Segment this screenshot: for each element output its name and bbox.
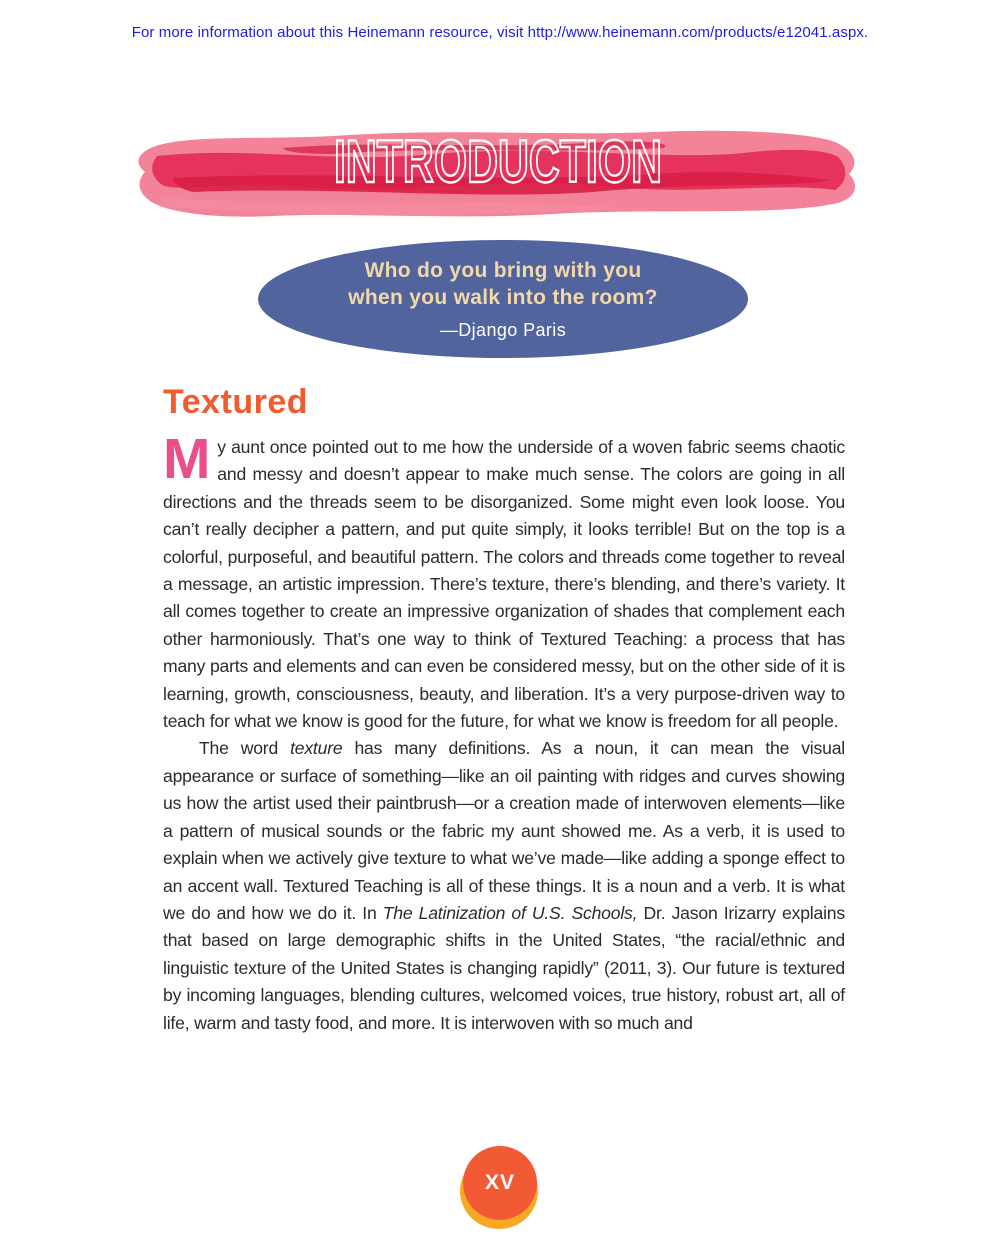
paragraph-2: The word texture has many definitions. As a noun, it can mean the visual appearance or surface of something—like an oil painting with ridges and curves showing us how the artist used their paintbrush—or a creation made of interwoven elements—like a pattern of musical sounds or the fabric my aunt showed me. As a verb, it is used to explain when we actively give texture to what we’ve made—like adding a sponge effect to an accent wall. Textured Teaching is all of these things. It is a noun and a verb. It is what we do and how we do it. In The Latinization of U.S. Schools, Dr. Jason Irizarry explains that based on large demographic shifts in the United States, “the racial/ethnic and linguistic texture of the United States is changing rapidly” (2011, 3). Our future is textured by incoming languages, blending cultures, welcomed voices, true history, robust art, all of life, warm and tasty food, and more. It is interwoven with so much and [163, 738, 845, 1033]
paragraph-1-text: y aunt once pointed out to me how the underside of a woven fabric seems chaotic and messy and doesn’t appear to make much sense. The colors are going in all directions and the threads seem to be disorganized. Some might even look loose. You can’t really decipher a pattern, and put quite simply, it looks terrible! But on the top is a colorful, purposeful, and beautiful pattern. The colors and threads come together to reveal a message, an artistic impression. There’s texture, there’s blending, and there’s variety. It all comes together to create an impressive organization of shades that complement each other harmoniously. That’s one way to think of Textured Teaching: a process that has many parts and elements and can even be considered messy, but on the other side of it is learning, growth, consciousness, beauty, and liberation. It’s a very purpose-driven way to teach for what we know is good for the future, for what we know is freedom for all people. [163, 437, 845, 732]
quote-line-1: Who do you bring with you [364, 259, 642, 282]
dropcap-letter: M [163, 427, 211, 491]
quote-attribution: —Django Paris [439, 320, 567, 340]
section-heading: Textured [163, 383, 309, 421]
page-number: XV [484, 1171, 515, 1194]
quote-line-2: when you walk into the room? [348, 286, 658, 309]
body-copy [163, 427, 845, 1037]
brush-stroke-graphic [133, 124, 863, 220]
badge-circle [463, 1146, 537, 1220]
quote-ellipse [258, 240, 748, 358]
page-number-badge [458, 1144, 542, 1228]
paragraph-1 [163, 427, 845, 735]
header-resource-link[interactable]: For more information about this Heinemann resource, visit http://www.heinemann.com/products/e12041.aspx. [131, 24, 869, 41]
banner-title: INTRODUCTION [334, 128, 662, 195]
introduction-banner [133, 124, 863, 220]
